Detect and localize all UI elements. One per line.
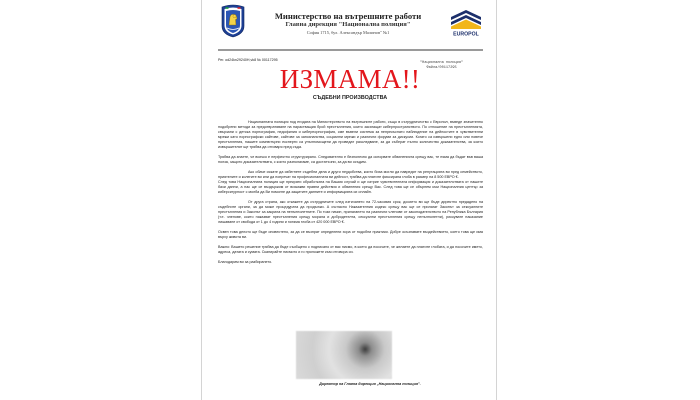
paragraph-instructions: Важно: Вашето решение трябва да бъде съобщено с подписано от вас писмо, в което да посочите, че желаете да платите глобата, и да посочите името, адреса, датата и сумата. Сканирайте писмото и го приложете към отговора си. [218, 244, 483, 254]
document-subtitle: СЪДЕБНИ ПРОИЗВОДСТВА [312, 95, 388, 101]
letter-page [201, 0, 497, 400]
paragraph-closure: След това Националната полиция ще прекрати обработката на Вашия случай и ще изтрие чувствителната информация и доказателствата от нашите бази данни, а нас ще се въздържим от всякакви правни действия и обвинения срещу Вас. След това ще се обърнем към Националния център за киберсигурност с молба да Ви помогне да защитите данните и информацията си онлайн. [218, 180, 483, 195]
header-divider [218, 49, 483, 51]
scam-title: ИЗМАМА!! [279, 64, 421, 94]
paragraph-thanks: Благодарим ви за разбирането. [218, 259, 273, 264]
reference-number: Рег. od24kn29240H,vk8 № 00117295 [218, 58, 278, 62]
ministry-address: София 1715, бул. Александър Малинов" №1 [306, 30, 390, 35]
stamp-line-1: "Национална полиция" [420, 61, 464, 65]
paragraph-fine: Ако обаче искате да избегнете съдебни дела и други неудобства, които биха могли да навредят на репутацията ви пред семейството, приятелите и колегите ви или да попречат на професионалната ви дейност, трябва да платите фиксирана глоба в размер на 8 500 ЕВРО €. [218, 169, 483, 180]
signature-caption: Директор на Главна дирекция „Национална полиция". [319, 382, 421, 386]
paragraph-surveillance: Националната полиция под егидата на Министерството на вътрешните работи, също в сътрудничество с Европол, въведе значително подобрени методи за предотвратяване на нарастващия брой престъпления, които засягащат киберпространството. По отношение на престъпленията, свързани с детска порнография, педофилия и киберпорнография, сме въвели система за непрекъснато наблюдение на дейностите в чувствителни мрежи като порнографски сайтове, сайтове за запознанства, социални мрежи и различни форуми за дискусии. Когато са извършени едно или повече престъпления, нашите компютърни експерти са упълномощени да проведат разследване, за да съберат пълно количество доказателства, за които извършителят ще трябва да отговаря пред съда. [218, 120, 483, 150]
ministry-name: Министерство на вътрешните работи [274, 11, 422, 21]
paragraph-threat: От друга страна, ако откажете да сътрудничите след изтичането на 72-часовия срок, досието ви ще бъде директно предадено на съдебните органи, за да може процедурата да продължи. А съгласно Наказателния кодекс срещу вас ще се прилагат Законът за сексуалните престъпления и Законът за закрила на непълнолетните. По този начин, прилагането на различни членове от законодателството на Република България (т.е. членове, които наказват престъпления срещу морала и добродетелта, сексуални престъпления срещу непълнолетни), рискувате наказание лишаване от свобода от 1 до 4 години и голяма глоба от 420 000 ЕВРО €. [218, 200, 483, 225]
blurred-signature-image [296, 331, 392, 379]
stamp-line-2: Файла/00117295 [426, 66, 457, 70]
europol-logo-icon [449, 6, 483, 38]
europol-logo-text: EUROPOL [453, 31, 479, 38]
directorate-name: Главна дирекция "Национална полиция" [285, 21, 411, 28]
paragraph-publicity: Освен това делото ще бъде оповестено, за да се възпрат определени хора от подобни практики. Добре осъзнавате въздействието, което това ще има върху живота ви. [218, 230, 483, 240]
letterhead [250, 11, 446, 36]
paragraph-evidence: Трябва да знаете, че всичко е перфектно структурирано. Следователно е безполезно да оспорвате обвиненията срещу вас, те няма да бъдат във ваша полза, защото доказателствата, с които разполагаме, са достатъчни, за да ви осъдим. [218, 155, 483, 165]
letter-body [218, 120, 483, 269]
bulgarian-crest-icon [220, 4, 246, 38]
